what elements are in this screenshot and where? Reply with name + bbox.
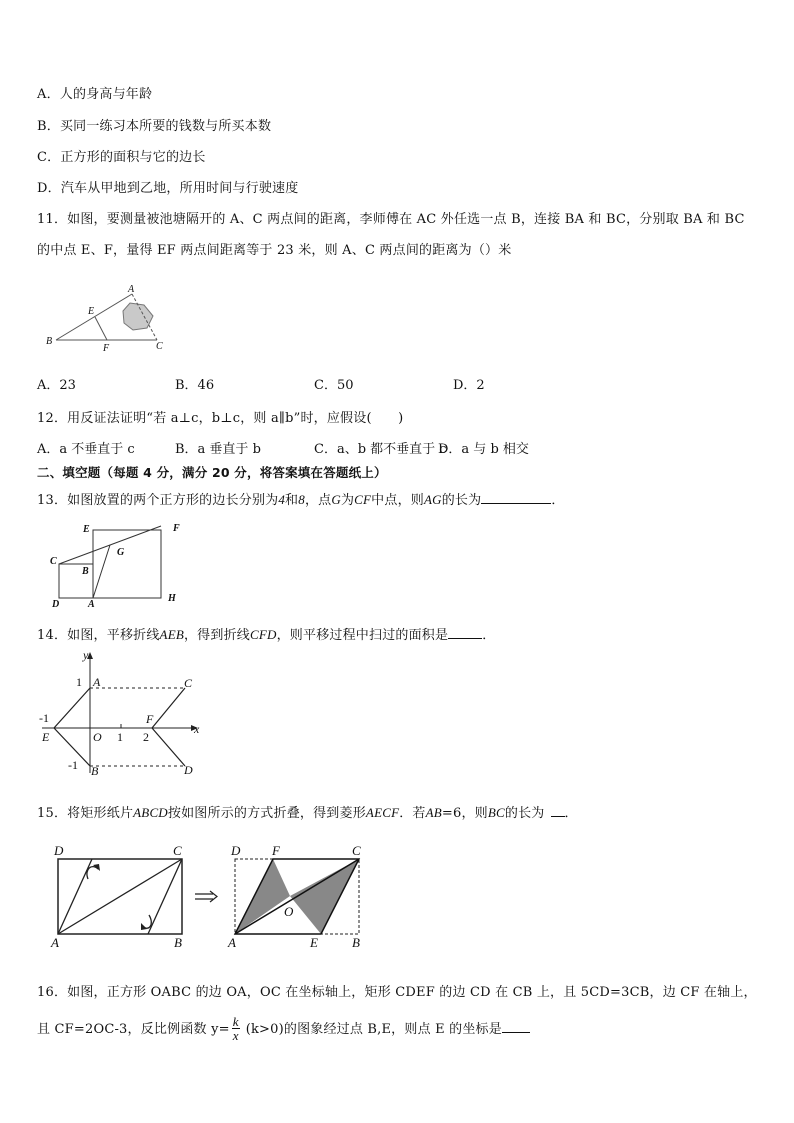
q11-label-f: F xyxy=(103,343,110,354)
q13-line-ag xyxy=(93,545,110,598)
q15-fig2-label-e: E xyxy=(310,935,318,950)
q14-var-cfd: CFD xyxy=(250,627,277,642)
q13-text-post: 的长为 xyxy=(441,493,482,508)
q15-figure-1 xyxy=(46,843,196,953)
q15-text-eq: =6，则 xyxy=(441,806,488,821)
q14-label-x: x xyxy=(194,722,200,736)
q14-label-e: E xyxy=(42,730,50,744)
q13-var-ag: AG xyxy=(423,492,442,507)
q14-figure xyxy=(36,649,211,781)
q12-option-d: D．a 与 b 相交 xyxy=(438,442,529,457)
q13-label-c: C xyxy=(50,556,57,567)
q11-option-b: B．46 xyxy=(175,378,215,393)
q16-text-pre: 且 CF=2OC-3，反比例函数 y= xyxy=(37,1022,230,1037)
q15-arrow xyxy=(193,890,223,904)
q14-label-neg1-y: -1 xyxy=(68,758,78,772)
q15-fig1-arrowhead-bottom xyxy=(141,923,147,930)
q14-label-f: F xyxy=(146,712,154,726)
q11-option-a: A．23 xyxy=(37,378,76,393)
q11-figure xyxy=(40,283,180,353)
q13-num-4: 4 xyxy=(278,492,286,507)
q15-fig2-label-c: C xyxy=(352,843,361,858)
q13-stem xyxy=(37,489,565,508)
q13-label-b: B xyxy=(82,566,89,577)
q11-label-a: A xyxy=(128,284,135,295)
q13-var-g: G xyxy=(331,492,341,507)
q15-stem xyxy=(37,802,578,821)
q11-line-ef xyxy=(95,317,107,340)
q11-label-b: B xyxy=(46,336,53,347)
q13-text-point: ，点 xyxy=(304,493,332,508)
q14-label-y: y xyxy=(83,648,89,662)
q16-answer-blank[interactable] xyxy=(502,1020,530,1033)
q15-fig1-arrowhead-top xyxy=(93,864,100,871)
q14-label-1-y: 1 xyxy=(76,675,82,689)
q13-text-and: 和 xyxy=(285,493,299,508)
q15-text-mid2: ．若 xyxy=(399,806,426,821)
q11-option-d: D．2 xyxy=(453,378,485,393)
q13-label-d: D xyxy=(52,599,60,610)
q16-stem-line2 xyxy=(37,1016,530,1043)
q15-answer-blank[interactable] xyxy=(551,804,565,817)
q11-stem-line2: 的中点 E、F，量得 EF 两点间距离等于 23 米，则 A、C 两点间的距离为（）米 xyxy=(37,243,512,258)
q16-frac-num: k xyxy=(232,1014,239,1029)
q11-stem-line1: 11．如图，要测量被池塘隔开的 A、C 两点间的距离，李师傅在 AC 外任选一点 B，连接 BA 和 BC，分别取 BA 和 BC xyxy=(37,212,745,227)
q15-text-end: ． xyxy=(564,806,578,821)
q15-var-ab: AB xyxy=(425,805,442,820)
q13-label-e: E xyxy=(83,524,90,535)
q13-figure xyxy=(48,521,188,611)
q11-pond xyxy=(123,303,153,330)
q15-var-bc: BC xyxy=(487,805,505,820)
q15-fig2-label-o: O xyxy=(284,904,294,919)
q14-label-a: A xyxy=(93,675,101,689)
q14-label-neg1-x: -1 xyxy=(39,711,49,725)
q10-option-d: D．汽车从甲地到乙地，所用时间与行驶速度 xyxy=(37,181,299,196)
q14-var-aeb: AEB xyxy=(159,627,184,642)
q14-text-post: ，则平移过程中扫过的面积是 xyxy=(276,628,449,643)
q13-text-mid: 中点，则 xyxy=(371,493,424,508)
q16-fraction xyxy=(232,1015,240,1042)
section-title: 二、填空题（每题 4 分，满分 20 分，将答案填在答题纸上） xyxy=(37,465,387,480)
q10-option-a: A．人的身高与年龄 xyxy=(37,87,153,102)
q13-answer-blank[interactable] xyxy=(481,491,551,504)
q10-option-c: C．正方形的面积与它的边长 xyxy=(37,150,206,165)
q15-fig1-curl-arrow-top xyxy=(87,867,98,879)
q13-label-g: G xyxy=(117,547,125,558)
q14-text-pre: 14．如图，平移折线 xyxy=(37,628,160,643)
q14-label-2: 2 xyxy=(143,730,149,744)
q15-var-aecf: AECF xyxy=(365,805,400,820)
q15-fig1-label-c: C xyxy=(173,843,182,858)
q15-figure-2 xyxy=(226,843,371,955)
q15-fig2-label-d: D xyxy=(231,843,241,858)
q15-fig1-fold-3 xyxy=(148,859,182,934)
q13-text-pre: 13．如图放置的两个正方形的边长分别为 xyxy=(37,493,279,508)
q11-label-e: E xyxy=(88,306,95,317)
q14-label-d: D xyxy=(184,763,193,777)
q12-option-b: B．a 垂直于 b xyxy=(175,442,261,457)
q15-var-abcd: ABCD xyxy=(133,805,168,820)
q15-text-mid1: 按如图所示的方式折叠，得到菱形 xyxy=(167,806,366,821)
q13-label-f: F xyxy=(173,523,180,534)
q15-fig1-label-d: D xyxy=(54,843,64,858)
q15-fig2-shade-left xyxy=(235,859,290,934)
q11-label-c: C xyxy=(156,341,163,352)
q15-fig1-curl-arrow-bottom xyxy=(143,915,151,928)
q15-fig2-label-a: A xyxy=(228,935,236,950)
q14-label-c: C xyxy=(184,676,193,690)
q12-stem: 12．用反证法证明“若 a⊥c，b⊥c，则 a∥b”时，应假设( ) xyxy=(37,411,404,426)
q13-large-square xyxy=(93,530,161,598)
q15-fig2-shade-right xyxy=(290,859,359,934)
q15-text-post: 的长为 xyxy=(504,806,545,821)
q16-text-post: (k>0)的图象经过点 B,E，则点 E 的坐标是 xyxy=(245,1022,502,1037)
q13-label-h: H xyxy=(168,593,176,604)
q15-text-pre: 15．将矩形纸片 xyxy=(37,806,134,821)
q13-text-end: ． xyxy=(551,493,565,508)
q15-fig2-label-b: B xyxy=(352,935,360,950)
q12-option-c: C．a、b 都不垂直于 c xyxy=(314,442,447,457)
q13-var-cf: CF xyxy=(354,492,372,507)
q14-text-end: ． xyxy=(482,628,496,643)
q12-option-a: A．a 不垂直于 c xyxy=(37,442,135,457)
q10-option-b: B．买同一练习本所要的钱数与所买本数 xyxy=(37,119,272,134)
q14-label-b: B xyxy=(91,764,99,778)
q14-label-o: O xyxy=(93,730,102,744)
q15-fig1-label-b: B xyxy=(174,935,182,950)
q11-option-c: C．50 xyxy=(314,378,354,393)
q13-num-8: 8 xyxy=(298,492,305,507)
q16-frac-den: x xyxy=(232,1028,239,1043)
q14-polyline-cfd xyxy=(152,688,185,766)
q13-text-is: 为 xyxy=(340,493,355,508)
q15-fig1-fold-2 xyxy=(58,859,182,934)
q13-label-a: A xyxy=(88,599,95,610)
q14-label-1-x: 1 xyxy=(117,730,123,744)
q15-fig2-label-f: F xyxy=(272,843,280,858)
q16-stem-line1: 16．如图，正方形 OABC 的边 OA，OC 在坐标轴上，矩形 CDEF 的边 CD 在 CB 上，且 5CD=3CB，边 CF 在轴上， xyxy=(37,985,757,1000)
q11-line-ba xyxy=(56,294,132,340)
q14-stem xyxy=(37,624,495,643)
q14-polyline-aeb xyxy=(54,688,90,766)
q14-text-mid: ，得到折线 xyxy=(183,628,250,643)
q15-fig1-label-a: A xyxy=(51,935,59,950)
q14-answer-blank[interactable] xyxy=(448,626,482,639)
